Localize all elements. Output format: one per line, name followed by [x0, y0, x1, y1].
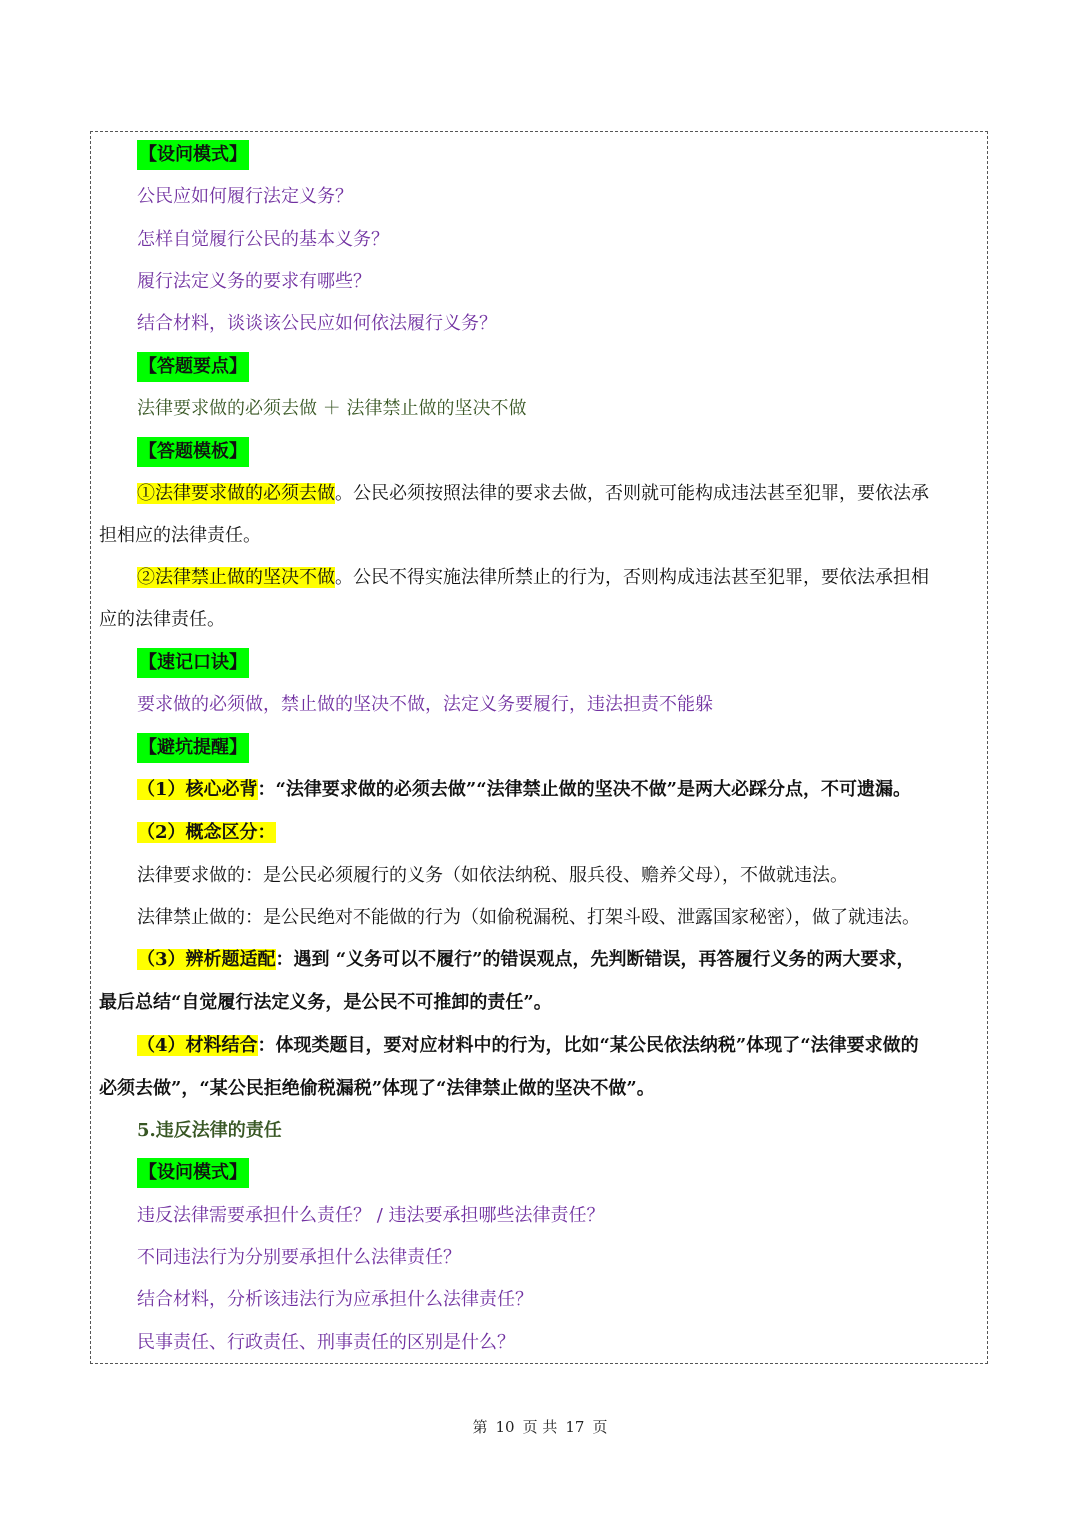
- pitfall-4-cont: 必须去做”，“某公民拒绝偷税漏税”体现了“法律禁止做的坚决不做”。: [99, 1078, 655, 1099]
- question-line: 违反法律需要承担什么责任？ / 违法要承担哪些法律责任？: [137, 1205, 605, 1226]
- footer-total-pages: 17: [565, 1418, 585, 1436]
- pitfall-4-text: ：体现类题目，要对应材料中的行为，比如“某公民依法纳税”体现了“法律要求做的: [257, 1035, 919, 1056]
- pitfall-3-text: ：遇到 “义务可以不履行”的错误观点，先判断错误，再答履行义务的两大要求，: [275, 949, 915, 970]
- tag-answer-template: 【答题模板】: [137, 437, 249, 467]
- footer-pre: 第: [472, 1418, 488, 1436]
- template-item-1-text: 。公民必须按照法律的要求去做，否则就可能构成违法甚至犯罪，要依法承: [335, 483, 929, 504]
- pitfall-4: [137, 1033, 919, 1059]
- pitfall-2-highlight: （2）概念区分：: [137, 822, 276, 843]
- question-line: 怎样自觉履行公民的基本义务？: [137, 229, 389, 250]
- footer-mid: 页 共: [522, 1418, 558, 1436]
- pitfall-1: [137, 777, 911, 803]
- template-item-2-highlight: ②法律禁止做的坚决不做: [137, 567, 335, 588]
- pitfall-4-highlight: （4）材料结合: [137, 1035, 258, 1056]
- template-item-2-text: 。公民不得实施法律所禁止的行为，否则构成违法甚至犯罪，要依法承担相: [335, 567, 929, 588]
- footer-page-number: 10: [495, 1418, 515, 1436]
- template-item-2-cont: 应的法律责任。: [99, 609, 225, 630]
- mnemonic-text: 要求做的必须做，禁止做的坚决不做，法定义务要履行，违法担责不能躲: [137, 694, 713, 715]
- pitfall-3-highlight: （3）辨析题适配: [137, 949, 276, 970]
- template-item-1: [137, 481, 929, 507]
- answer-points-text: 法律要求做的必须去做 ＋ 法律禁止做的坚决不做: [137, 398, 527, 419]
- pitfall-2-line: 法律要求做的：是公民必须履行的义务（如依法纳税、服兵役、赡养父母），不做就违法。: [137, 865, 848, 886]
- pitfall-3: [137, 947, 915, 973]
- pitfall-2-line: 法律禁止做的：是公民绝对不能做的行为（如偷税漏税、打架斗殴、泄露国家秘密），做了就违法。: [137, 907, 920, 928]
- tag-question-mode: 【设问模式】: [137, 140, 249, 170]
- template-item-1-cont: 担相应的法律责任。: [99, 525, 261, 546]
- template-item-1-highlight: ①法律要求做的必须去做: [137, 483, 335, 504]
- question-line: 结合材料，谈谈该公民应如何依法履行义务？: [137, 313, 497, 334]
- tag-mnemonic: 【速记口诀】: [137, 648, 249, 678]
- pitfall-1-text: ：“法律要求做的必须去做”“法律禁止做的坚决不做”是两大必踩分点，不可遗漏。: [257, 779, 911, 800]
- page-footer: [0, 1416, 1080, 1437]
- pitfall-2: [137, 820, 276, 846]
- question-line: 不同违法行为分别要承担什么法律责任？: [137, 1247, 461, 1268]
- footer-post: 页: [592, 1418, 608, 1436]
- section-heading: 5.违反法律的责任: [137, 1120, 282, 1141]
- question-line: 民事责任、行政责任、刑事责任的区别是什么？: [137, 1332, 515, 1353]
- tag-pitfall: 【避坑提醒】: [137, 733, 249, 763]
- question-line: 结合材料，分析该违法行为应承担什么法律责任？: [137, 1289, 533, 1310]
- template-item-2: [137, 565, 929, 591]
- tag-question-mode-2: 【设问模式】: [137, 1158, 249, 1188]
- pitfall-1-highlight: （1）核心必背: [137, 779, 258, 800]
- question-line: 公民应如何履行法定义务？: [137, 186, 353, 207]
- question-line: 履行法定义务的要求有哪些？: [137, 271, 371, 292]
- pitfall-3-cont: 最后总结“自觉履行法定义务，是公民不可推卸的责任”。: [99, 992, 552, 1013]
- tag-answer-points: 【答题要点】: [137, 352, 249, 382]
